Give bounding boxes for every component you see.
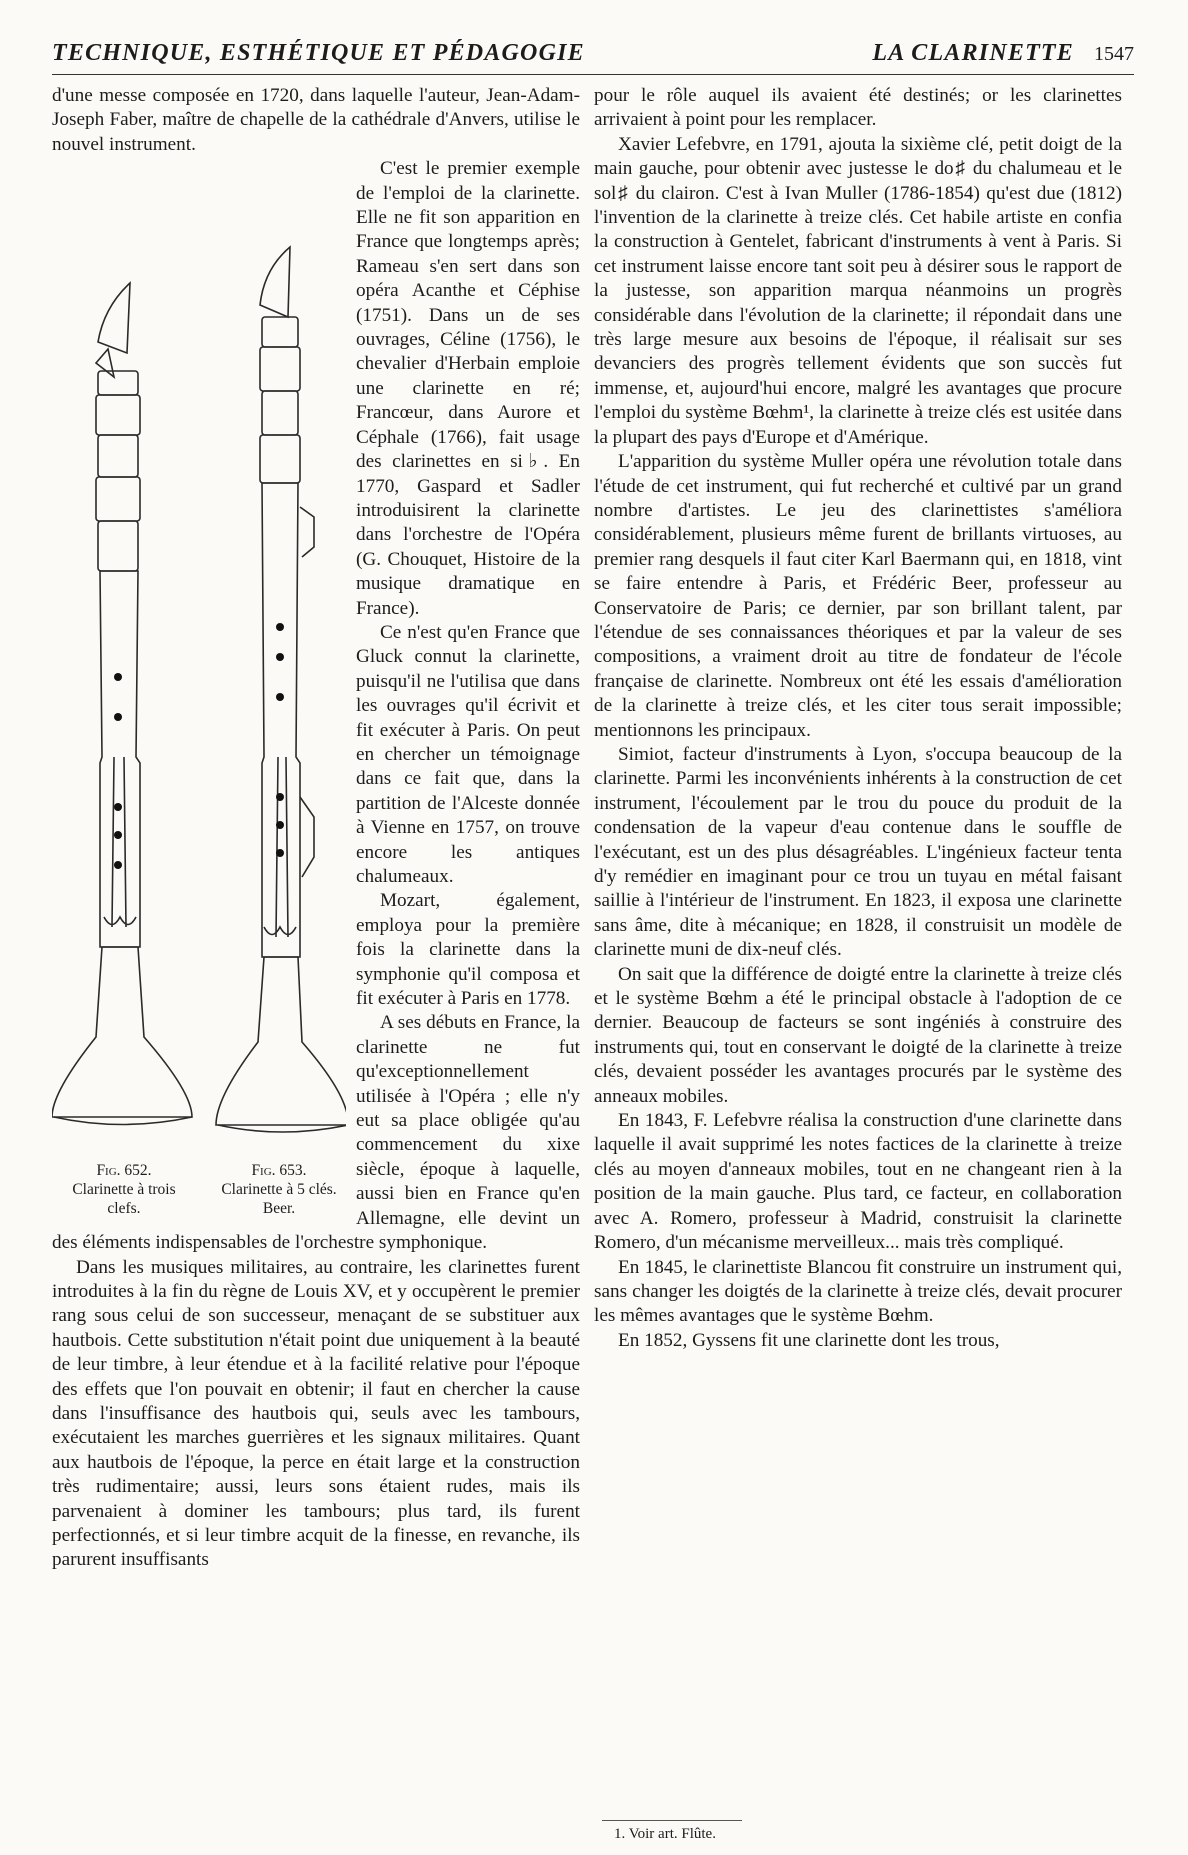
paragraph: C'est le premier exemple de l'emploi de la clarinette. Elle ne fit son apparition en France que longtemps après; Rameau s'en sert dans son opéra Acanthe et Céphise (1751). Dans un de ses ouvrages, Céline (1756), le chevalier d'Herbain emploie une clarinette en ré; Francœur, dans Aurore et Céphale (1766), fait usage des clarinettes en si♭. En 1770, Gaspard et Sadler introduisirent la clarinette dans l'orchestre de l'Opéra (G. Chouquet, Histoire de la musique dramatique en France). <box>356 158 580 619</box>
running-head-right <box>872 40 1134 67</box>
right-column <box>594 84 1122 1353</box>
figure-label: Fig. 652. <box>96 1162 152 1180</box>
paragraph: En 1845, le clarinettiste Blancou fit construire un instrument qui, sans changer les doigtés de la clarinette à treize clés, devait procurer les mêmes avantages que le système Bœhm. <box>594 1256 1122 1327</box>
paragraph: En 1852, Gyssens fit une clarinette dont les trous, <box>618 1329 1000 1351</box>
paragraph: On sait que la différence de doigté entre la clarinette à treize clés et le système Bœhm a été le principal obstacle à l'adoption de ce dernier. Beaucoup de facteurs se sont ingéniés à construire des instruments qui, tout en conservant le doigté de la clarinette à treize clés, devaient posséder les avantages procurés par le système des anneaux mobiles. <box>594 963 1122 1107</box>
paragraph: Dans les musiques militaires, au contraire, les clarinettes furent introduites à la fin du règne de Louis XV, et y occupèrent le premier rang sous celui de son successeur, menaçant de se substituer aux hautbois. Cette substitution n'était point due uniquement à la beauté de leur timbre, à leur étendue et à la facilité relative pour l'époque des effets que l'on pouvait en obtenir; il faut en chercher la cause dans l'insuffisance des hautbois qui, seuls avec les tambours, exécutaient les marches guerrières et les signaux militaires. Quant aux hautbois de l'époque, la perce en était large et la construction très rudimentaire; aussi, leurs sons étaient rudes, mais ils parvenaient à dominer les tambours; plus tard, ils furent perfectionnés, et si leur timbre acquit de la finesse, en revanche, ils parurent insuffisants <box>52 1256 580 1571</box>
figure-caption-652 <box>64 1161 184 1218</box>
figure-caption-text: Clarinette à trois clefs. <box>72 1181 176 1218</box>
paragraph: d'une messe composée en 1720, dans laquelle l'auteur, Jean-Adam-Joseph Faber, maître de chapelle de la cathédrale d'Anvers, utilise le nouvel instrument. <box>52 85 580 155</box>
running-head-left: TECHNIQUE, ESTHÉTIQUE ET PÉDAGOGIE <box>52 40 585 66</box>
figures-block <box>52 157 346 1227</box>
left-column <box>52 84 580 1573</box>
page-number: 1547 <box>1094 43 1134 65</box>
figure-caption-text: Clarinette à 5 clés. Beer. <box>221 1181 337 1218</box>
mouthpiece-reed-1 <box>98 283 130 353</box>
clarinet-illustrations <box>52 157 346 1227</box>
paragraph: pour le rôle auquel ils avaient été destinés; or les clarinettes arrivaient à point pour les remplacer. <box>594 85 1122 131</box>
paragraph: A ses débuts en France, la clarinette ne fut qu'exceptionnellement utilisée à l'Opéra ; elle n'y eut sa place obligée qu'au commencement du xixe siècle, époque à laquelle, aussi bien en France qu'en Allemagne, elle devint un des éléments indispensables de l'orchestre symphonique. <box>52 1012 580 1254</box>
footnote-rule <box>602 1820 742 1821</box>
paragraph: Mozart, également, employa pour la première fois la clarinette dans la symphonie qu'il composa et fit exécuter à Paris en 1778. <box>356 890 580 1010</box>
paragraph: En 1843, F. Lefebvre réalisa la construction d'une clarinette dans laquelle il avait supprimé les notes factices de la clarinette à treize clés au moyen d'anneaux mobiles, tout en ne changeant rien à la position de la main gauche. Plus tard, ce facteur, en collaboration avec A. Romero, professeur à Madrid, construisit la clarinette Romero, d'un mécanisme merveilleux... mais très compliqué. <box>594 1110 1122 1254</box>
page-header <box>52 40 1134 75</box>
paragraph: L'apparition du système Muller opéra une révolution totale dans l'étude de cet instrument, qui fut recherché et cultivé par un grand nombre d'artistes. Le jeu des clarinettistes s'améliora considérablement, plusieurs même furent de brillants virtuoses, au premier rang desquels il faut citer Karl Baermann qui, en 1818, vint se faire entendre à Paris, et Frédéric Beer, professeur au Conservatoire de Paris; ce dernier, par son brillant talent, par l'étendue de ses connaissances théoriques et par la valeur de ses compositions, a vraiment droit au titre de fondateur de l'école française de clarinette. Nombreux ont été les essais d'amélioration de la clarinette à treize clés, et les citer tous serait impossible; mentionnons les principaux. <box>594 451 1122 741</box>
figure-caption-653 <box>212 1161 346 1218</box>
paragraph: Ce n'est qu'en France que Gluck connut la clarinette, puisqu'il ne l'utilisa que dans les ouvrages qu'il écrivit et fit exécuter à Paris. On peut en chercher un témoignage dans ce fait que, dans la partition de l'Alceste donnée à Vienne en 1757, on trouve encore les antiques chalumeaux. <box>356 621 580 887</box>
figure-label: Fig. 653. <box>251 1162 307 1180</box>
paragraph: Simiot, facteur d'instruments à Lyon, s'occupa beaucoup de la clarinette. Parmi les inconvénients inhérents à la construction de cet instrument, l'écoulement par le trou du pouce du produit de la condensation de la vapeur d'eau contenue dans le souffle de l'exécutant, est un des plus désagréables. L'ingénieux facteur tenta d'y remédier en imaginant pour ce trou un tuyau en métal faisant saillie à l'intérieur de l'instrument. En 1823, il exposa une clarinette sans âme, dite à mécanique; en 1828, il construisit un modèle de clarinette muni de dix-neuf clés. <box>594 743 1122 961</box>
mouthpiece-reed-2 <box>260 247 290 317</box>
running-head-title: LA CLARINETTE <box>872 40 1074 66</box>
footnote: 1. Voir art. Flûte. <box>614 1826 716 1842</box>
paragraph: Xavier Lefebvre, en 1791, ajouta la sixième clé, petit doigt de la main gauche, pour obtenir avec justesse le do♯ du chalumeau et le sol♯ du clairon. C'est à Ivan Muller (1786-1854) qu'est due (1812) l'invention de la clarinette à treize clés. Cet habile artiste en confia la construction à Gentelet, fabricant d'instruments à vent à Paris. Si cet instrument laisse encore tant soit peu à désirer sous le rapport de la justesse, son apparition marqua néanmoins un progrès considérable dans l'évolution de la clarinette; il répondait dans une très large mesure aux besoins de l'époque, il réalisait sur ses devanciers des progrès tellement évidents que son succès fut immense, et, aujourd'hui encore, malgré les avantages que procure l'emploi du système Bœhm¹, la clarinette à treize clés est usitée dans la plupart des pays d'Europe et d'Amérique. <box>594 133 1122 448</box>
